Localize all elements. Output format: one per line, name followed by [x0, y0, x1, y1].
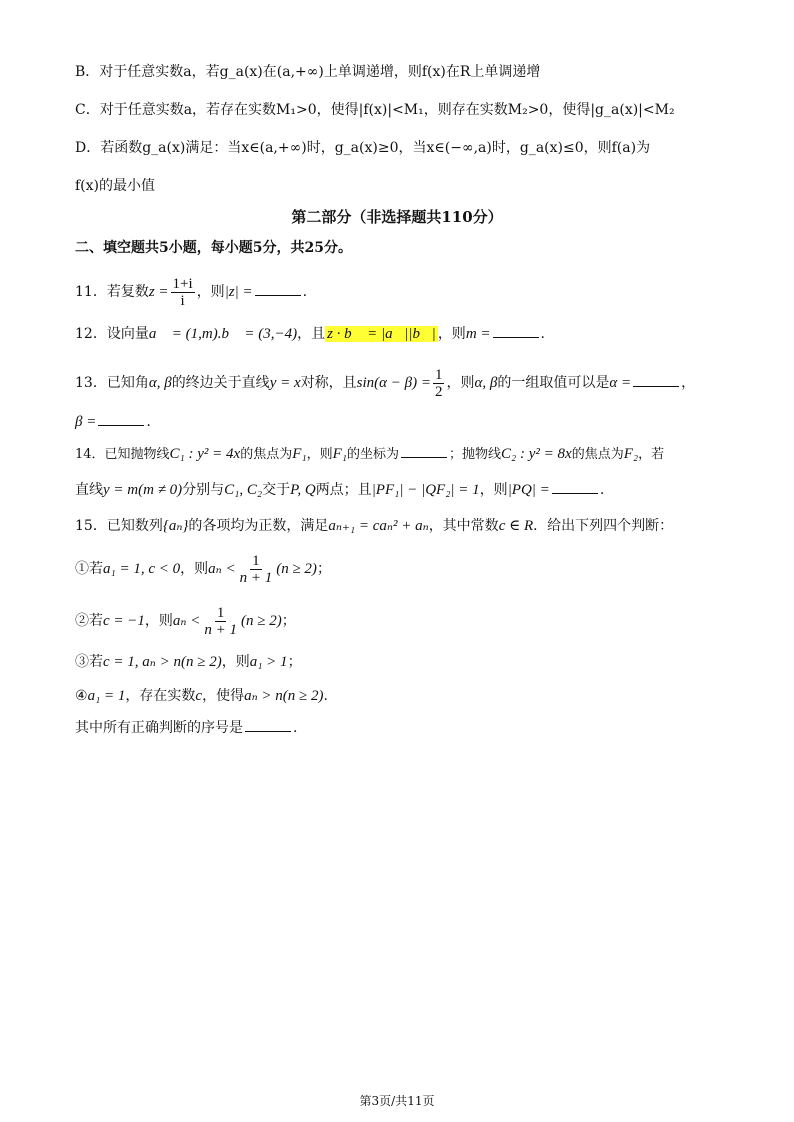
q14-c12: C₁, C₂ [224, 482, 263, 498]
q13-beta-blank[interactable] [98, 413, 144, 426]
question-15-line1 [75, 516, 673, 536]
q15-mid2: ，其中常数 [428, 518, 499, 534]
j3-cond: c = 1, aₙ > n(n ≥ 2) [103, 654, 222, 670]
q13-alpha-blank[interactable] [633, 374, 679, 387]
q14-f1b: F₁ [332, 446, 348, 462]
q14-c1: C₁ : y² = 4x [169, 446, 241, 462]
j4-prefix: ④ [75, 688, 88, 704]
q13-alpha: α = [609, 375, 632, 391]
q14-prefix: 14．已知抛物线 [75, 447, 170, 462]
j2-mid: ，则 [144, 613, 173, 629]
question-11 [75, 275, 307, 309]
q14-pq: P, Q [290, 482, 316, 498]
j2-end: ； [281, 613, 296, 629]
j1-prefix: ①若 [75, 561, 103, 577]
j3-mid: ，则 [221, 654, 250, 670]
page-footer: 第3页/共11页 [359, 1094, 435, 1108]
q14-line: y = m(m ≠ 0) [103, 482, 183, 498]
q13-mid: 的终边关于直线 [171, 375, 270, 391]
j1-denominator: n + 1 [239, 569, 273, 586]
q13-sin: sin(α − β) = [356, 375, 431, 391]
judgement-3 [75, 652, 302, 672]
q15-final [75, 718, 297, 738]
q13-angles-2: α, β [474, 375, 498, 391]
q11-expr: |z| = [224, 284, 253, 300]
q12-highlighted-condition: z · b⃗ = |a⃗||b⃗| [327, 326, 436, 342]
option-d-line1: D．若函数g_a(x)满足：当x∈(a,+∞)时，g_a(x)≥0，当x∈(−∞,a)时，g_a(x)≤0，则f(a)为 [75, 140, 651, 156]
j3-prefix: ③若 [75, 654, 103, 670]
part-two-title: 第二部分（非选择题共110分） [291, 208, 503, 226]
section-two-heading: 二、填空题共5小题，每小题5分，共25分。 [75, 240, 352, 256]
j1-fraction [238, 553, 275, 586]
q12-end: . [540, 326, 545, 342]
q13-end: . [146, 414, 151, 430]
q15-prefix: 15．已知数列 [75, 518, 163, 534]
j2-prefix: ②若 [75, 613, 103, 629]
j4-mid2: ，使得 [202, 688, 245, 704]
j2-cond: c = −1 [103, 613, 145, 629]
q11-numerator: 1+i [172, 275, 193, 292]
j1-cond: a₁ = 1, c < 0 [103, 561, 181, 577]
j1-numerator: 1 [252, 552, 260, 569]
question-12 [75, 324, 545, 344]
q15-final-text: 其中所有正确判断的序号是 [75, 720, 243, 736]
j2-fraction [202, 605, 239, 638]
q14-end1: ，若 [638, 447, 665, 462]
q12-mid: ，且 [297, 326, 326, 342]
q14-pqabs: |PQ| = [507, 482, 550, 498]
question-14-line1 [75, 444, 664, 465]
j2-tail: (n ≥ 2) [240, 613, 282, 629]
question-14-line2 [75, 480, 604, 500]
j4-result: aₙ > n(n ≥ 2) [244, 688, 324, 704]
j1-an: aₙ < [208, 561, 236, 577]
j3-end: ； [287, 654, 302, 670]
q11-answer-blank[interactable] [255, 283, 301, 296]
q13-sep: ， [681, 375, 696, 391]
q11-end: . [302, 284, 308, 300]
j1-mid: ，则 [180, 561, 209, 577]
q13-fraction [433, 367, 445, 400]
j2-denominator: n + 1 [204, 621, 237, 638]
q15-mid: 的各项均为正数，满足 [188, 518, 329, 534]
q14-mid5: 的焦点为 [571, 447, 624, 462]
q15-recurrence: aₙ₊₁ = caₙ² + aₙ [328, 518, 429, 534]
j4-end: . [323, 688, 328, 704]
option-d-line2: f(x)的最小值 [75, 178, 156, 194]
q14-coord-blank[interactable] [401, 445, 447, 458]
q14-l2-mid4: ，则 [479, 482, 508, 498]
q14-mid2: ，则 [306, 447, 333, 462]
q13-prefix: 13．已知角 [75, 375, 149, 391]
q14-cond: |PF₁| − |QF₂| = 1 [371, 482, 480, 498]
q14-l2-mid: 分别与 [182, 482, 225, 498]
q11-prefix: 11．若复数 [75, 284, 149, 300]
q13-mid3: ，则 [446, 375, 475, 391]
q12-prefix: 12．设向量 [75, 326, 149, 342]
q15-end1: ．给出下列四个判断： [533, 518, 674, 534]
question-13-line2 [75, 412, 151, 432]
q12-m: m = [465, 326, 491, 342]
q13-mid4: 的一组取值可以是 [497, 375, 610, 391]
q14-l2-mid2: 交于 [262, 482, 291, 498]
q12-answer-blank[interactable] [493, 325, 539, 338]
option-c: C．对于任意实数a，若存在实数M₁>0，使得|f(x)|<M₁，则存在实数M₂>0，使得|g_a(x)|<M₂ [75, 102, 675, 118]
q11-denominator: i [180, 292, 185, 309]
q14-l2-prefix: 直线 [75, 482, 103, 498]
q14-end: . [599, 482, 605, 498]
judgement-4 [75, 686, 328, 706]
option-b: B．对于任意实数a，若g_a(x)在(a,+∞)上单调递增，则f(x)在R上单调递增 [75, 64, 541, 80]
q12-mid2: ，则 [437, 326, 466, 342]
q14-c2: C₂ : y² = 8x [501, 446, 572, 462]
q15-c: c ∈ R [498, 518, 534, 534]
q13-numerator: 1 [434, 366, 443, 383]
q13-mid2: 对称，且 [300, 375, 357, 391]
q12-vectors: a⃗ = (1,m).b⃗ = (3,−4) [148, 326, 298, 342]
q14-pq-blank[interactable] [552, 481, 598, 494]
j4-cond: a₁ = 1 [87, 688, 126, 704]
question-13 [75, 366, 695, 400]
j2-numerator: 1 [216, 604, 225, 621]
q15-answer-blank[interactable] [245, 719, 291, 732]
q11-z: z = [148, 284, 169, 300]
q14-f1: F₁ [292, 446, 307, 462]
q14-f2: F₂ [623, 446, 639, 462]
q13-angles: α, β [148, 375, 172, 391]
q11-mid: ，则 [196, 284, 225, 300]
judgement-2 [75, 604, 296, 638]
q14-mid4: ；抛物线 [449, 447, 502, 462]
j4-c: c [195, 688, 203, 704]
q11-fraction [171, 276, 195, 309]
q15-final-end: . [293, 720, 298, 736]
j2-an: aₙ < [172, 613, 201, 629]
judgement-1 [75, 552, 331, 586]
j3-result: a₁ > 1 [249, 654, 288, 670]
q15-sequence: {aₙ} [162, 518, 189, 534]
q13-denominator: 2 [434, 383, 443, 400]
j4-mid: ，存在实数 [125, 688, 196, 704]
q13-line: y = x [269, 375, 301, 391]
j1-tail: (n ≥ 2) [276, 561, 317, 577]
q14-mid: 的焦点为 [240, 447, 293, 462]
q14-mid3: 的坐标为 [347, 447, 400, 462]
q14-l2-mid3: 两点；且 [315, 482, 372, 498]
j1-end: ； [316, 561, 331, 577]
q13-beta: β = [75, 414, 97, 430]
